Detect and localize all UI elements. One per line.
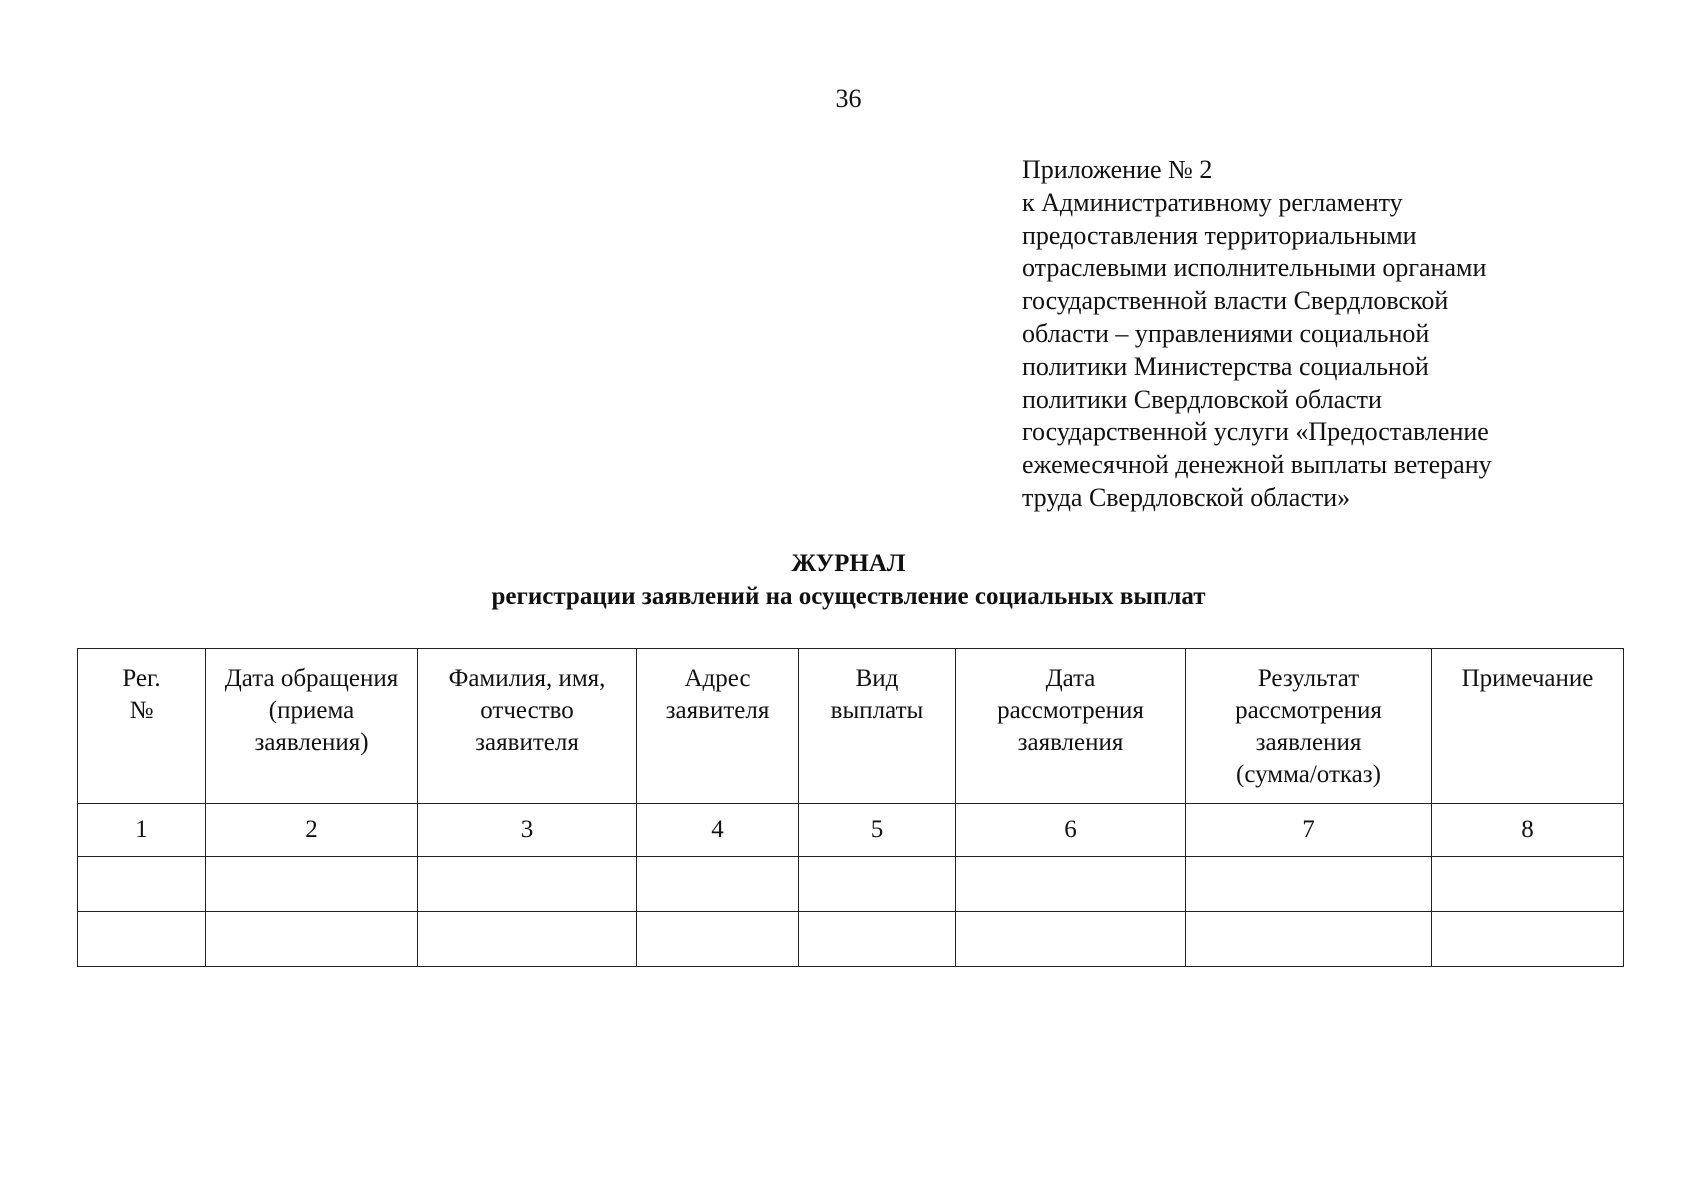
empty-cell [799, 912, 956, 967]
annex-line: ежемесячной денежной выплаты ветерану [1022, 450, 1492, 480]
empty-cell [799, 857, 956, 912]
header-text: заявления [1255, 729, 1362, 756]
empty-cell [1186, 857, 1432, 912]
table-row [78, 912, 1624, 967]
header-cell-note [1432, 649, 1624, 804]
header-cell-application-date [206, 649, 418, 804]
column-number: 1 [78, 804, 206, 857]
header-cell-full-name [418, 649, 637, 804]
header-text: (приема [268, 697, 355, 724]
header-text: № [129, 697, 154, 724]
registration-journal-table [77, 648, 1624, 967]
empty-cell [78, 857, 206, 912]
journal-subtitle: регистрации заявлений на осуществление социальных выплат [491, 583, 1206, 610]
column-number: 3 [418, 804, 637, 857]
column-number: 5 [799, 804, 956, 857]
annex-line: области – управлениями социальной [1022, 318, 1430, 348]
header-text: Адрес [684, 665, 751, 692]
page-number: 36 [835, 84, 862, 113]
column-number-row [78, 804, 1624, 857]
header-text: Дата [1045, 665, 1096, 692]
empty-cell [956, 912, 1186, 967]
column-number: 7 [1186, 804, 1432, 857]
empty-cell [1432, 912, 1624, 967]
column-number: 2 [206, 804, 418, 857]
empty-cell [206, 857, 418, 912]
header-text: Примечание [1461, 665, 1594, 692]
header-text: заявителя [475, 729, 579, 756]
journal-title: ЖУРНАЛ [791, 550, 906, 577]
annex-line: отраслевыми исполнительными органами [1022, 253, 1487, 283]
header-text: заявления [1017, 729, 1124, 756]
header-text: заявителя [665, 697, 770, 724]
empty-cell [637, 857, 799, 912]
empty-cell [418, 912, 637, 967]
header-text: Дата обращения [224, 665, 399, 692]
empty-cell [418, 857, 637, 912]
header-cell-address [637, 649, 799, 804]
header-cell-review-date [956, 649, 1186, 804]
header-cell-payment-type [799, 649, 956, 804]
empty-cell [1186, 912, 1432, 967]
column-number: 4 [637, 804, 799, 857]
header-text: Вид [855, 665, 899, 692]
header-text: рассмотрения [997, 697, 1144, 724]
annex-line: политики Министерства социальной [1022, 351, 1429, 381]
header-text: заявления) [254, 729, 369, 756]
column-number: 6 [956, 804, 1186, 857]
annex-line: предоставления территориальными [1022, 220, 1417, 250]
header-cell-reg-number [78, 649, 206, 804]
header-text: выплаты [830, 697, 924, 724]
empty-cell [206, 912, 418, 967]
header-text: (сумма/отказ) [1236, 761, 1381, 788]
annex-line: труда Свердловской области» [1022, 482, 1351, 512]
header-text: Фамилия, имя, [448, 665, 606, 692]
annex-line: государственной власти Свердловской [1022, 286, 1449, 316]
annex-line: государственной услуги «Предоставление [1022, 417, 1489, 447]
annex-line: Приложение № 2 [1022, 155, 1213, 184]
empty-cell [1432, 857, 1624, 912]
table-header-row [78, 649, 1624, 804]
annex-line: политики Свердловской области [1022, 384, 1382, 414]
table-row [78, 857, 1624, 912]
annex-line: к Административному регламенту [1022, 187, 1403, 217]
empty-cell [956, 857, 1186, 912]
header-text: отчество [480, 697, 574, 724]
header-text: Рег. [122, 665, 161, 692]
header-text: рассмотрения [1235, 697, 1382, 724]
annex-header [1022, 154, 1562, 515]
header-text: Результат [1257, 665, 1360, 692]
empty-cell [78, 912, 206, 967]
empty-cell [637, 912, 799, 967]
column-number: 8 [1432, 804, 1624, 857]
header-cell-review-result [1186, 649, 1432, 804]
